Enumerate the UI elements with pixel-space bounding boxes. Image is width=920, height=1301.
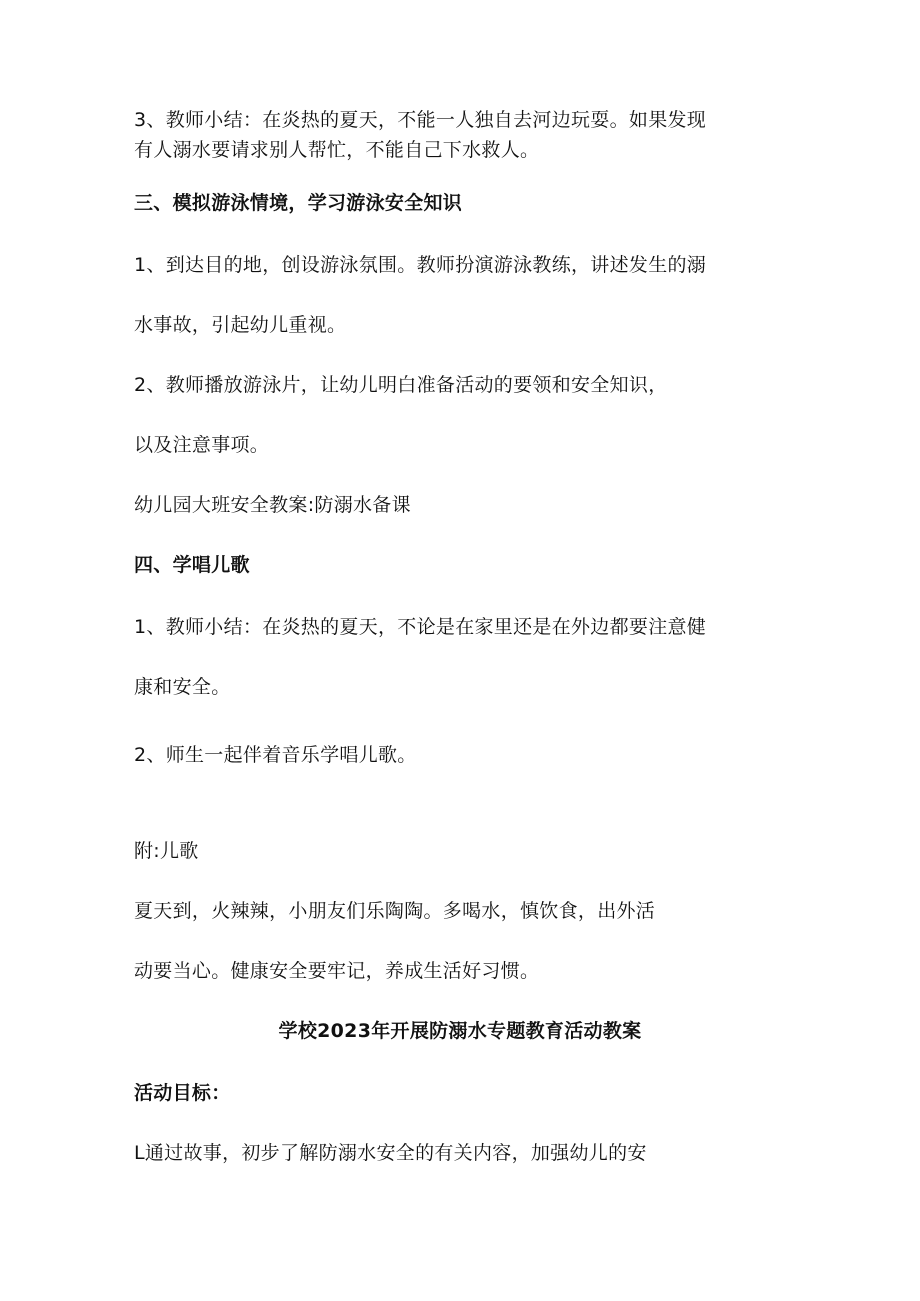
paragraph-line: 附:儿歌 — [134, 840, 199, 862]
paragraph-line: 水事故，引起幼儿重视。 — [134, 314, 347, 336]
paragraph-line: 1、教师小结：在炎热的夏天，不论是在家里还是在外边都要注意健 — [134, 616, 707, 638]
section-heading: 四、学唱儿歌 — [134, 554, 250, 576]
paragraph-line: L通过故事，初步了解防溺水安全的有关内容，加强幼儿的安 — [134, 1142, 647, 1164]
paragraph-line: 以及注意事项。 — [134, 434, 270, 456]
section-heading: 三、模拟游泳情境，学习游泳安全知识 — [134, 192, 463, 214]
paragraph-line: 康和安全。 — [134, 676, 231, 698]
paragraph-line: 3、教师小结：在炎热的夏天，不能一人独自去河边玩耍。如果发现 — [134, 109, 707, 131]
paragraph-line: 幼儿园大班安全教案:防溺水备课 — [134, 494, 411, 516]
paragraph-line: 有人溺水要请求别人帮忙，不能自己下水救人。 — [134, 139, 540, 161]
section-heading: 活动目标： — [134, 1082, 231, 1104]
paragraph-line: 夏天到，火辣辣，小朋友们乐陶陶。多喝水，慎饮食，出外活 — [134, 900, 656, 922]
paragraph-line: 1、到达目的地，创设游泳氛围。教师扮演游泳教练，讲述发生的溺 — [134, 254, 707, 276]
paragraph-line: 动要当心。健康安全要牢记，养成生活好习惯。 — [134, 960, 540, 982]
document-title: 学校2023年开展防溺水专题教育活动教案 — [278, 1020, 642, 1042]
paragraph-line: 2、教师播放游泳片，让幼儿明白准备活动的要领和安全知识， — [134, 374, 668, 396]
paragraph-line: 2、师生一起伴着音乐学唱儿歌。 — [134, 744, 417, 766]
